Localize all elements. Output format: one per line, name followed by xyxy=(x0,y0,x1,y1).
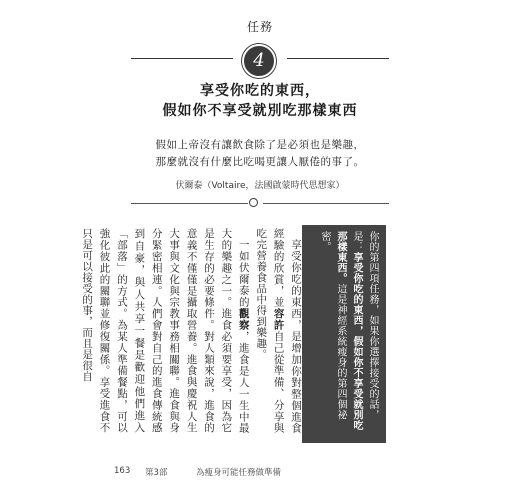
divider-rule-right xyxy=(263,203,389,204)
body-text xyxy=(81,228,304,434)
body-p1-emphasis: 容許 xyxy=(272,307,285,331)
body-p2-emphasis: 觀察 xyxy=(237,307,250,331)
divider-circle-icon xyxy=(249,198,258,207)
callout-emphasis: 享受你吃的東西，假如你不享受就別吃那樣東西。 xyxy=(335,231,362,431)
task-number-badge: 4 xyxy=(242,44,276,78)
body-p2-text-b: ，進食是人一生中最大的樂趣之一。進食必須要享受，因為它是生存的必要條件。對人類來說，進食的意義不僅僅是攝取營養。進食與慶祝人生大事與文化與宗教事務相關聯。進食與身分緊密相連。人們會對自己的進食傳統感到自豪，與人共享一餐是歡迎他們進入「部落」的方式。為某人準備餐點，可以強化彼此的關聯並修復關係。享受進食不只是可以接受的事，而且是很自 xyxy=(81,228,250,433)
body-paragraph-2 xyxy=(78,228,252,433)
task-rule-right xyxy=(287,58,389,59)
task-callout-box xyxy=(302,225,386,443)
chapter-title-line-1: 享受你吃的東西， xyxy=(200,83,320,99)
epigraph-attribution: 伏爾泰（Voltaire，法國啟蒙時代思想家） xyxy=(175,181,345,191)
epigraph-line-2: 那麼就沒有什麼比吃喝更讓人厭倦的事了。 xyxy=(155,156,365,168)
footer-chapter: 為瘦身可能任務做準備 xyxy=(196,468,282,478)
body-p2-text-a: 一如伏爾泰的 xyxy=(237,238,250,308)
page-number: 163 xyxy=(114,466,131,476)
body-paragraph-1 xyxy=(252,228,304,433)
divider-rule-left xyxy=(131,203,248,204)
footer-part: 第3部 xyxy=(145,468,168,478)
task-label: 任務 xyxy=(246,20,273,34)
callout-secret: 這是神經系統瘦身的第四個祕密。 xyxy=(319,231,346,420)
epigraph-line-1: 假如上帝沒有讓飲食除了是必須也是樂趣， xyxy=(155,139,365,151)
body-p1-text-b: 自己從準備、分享與吃完營養食品中得到樂趣。 xyxy=(255,228,285,434)
callout-text xyxy=(316,231,380,437)
body-p1-text-a: 享受你吃的東西，是增加你對整個進食經驗的欣賞，並 xyxy=(272,228,302,433)
callout-intro: 你的第四項任務，如果你選擇接受的話，是： xyxy=(351,231,378,420)
task-rule-left xyxy=(131,58,233,59)
chapter-title-line-2: 假如你不享受就別吃那樣東西 xyxy=(162,103,358,119)
